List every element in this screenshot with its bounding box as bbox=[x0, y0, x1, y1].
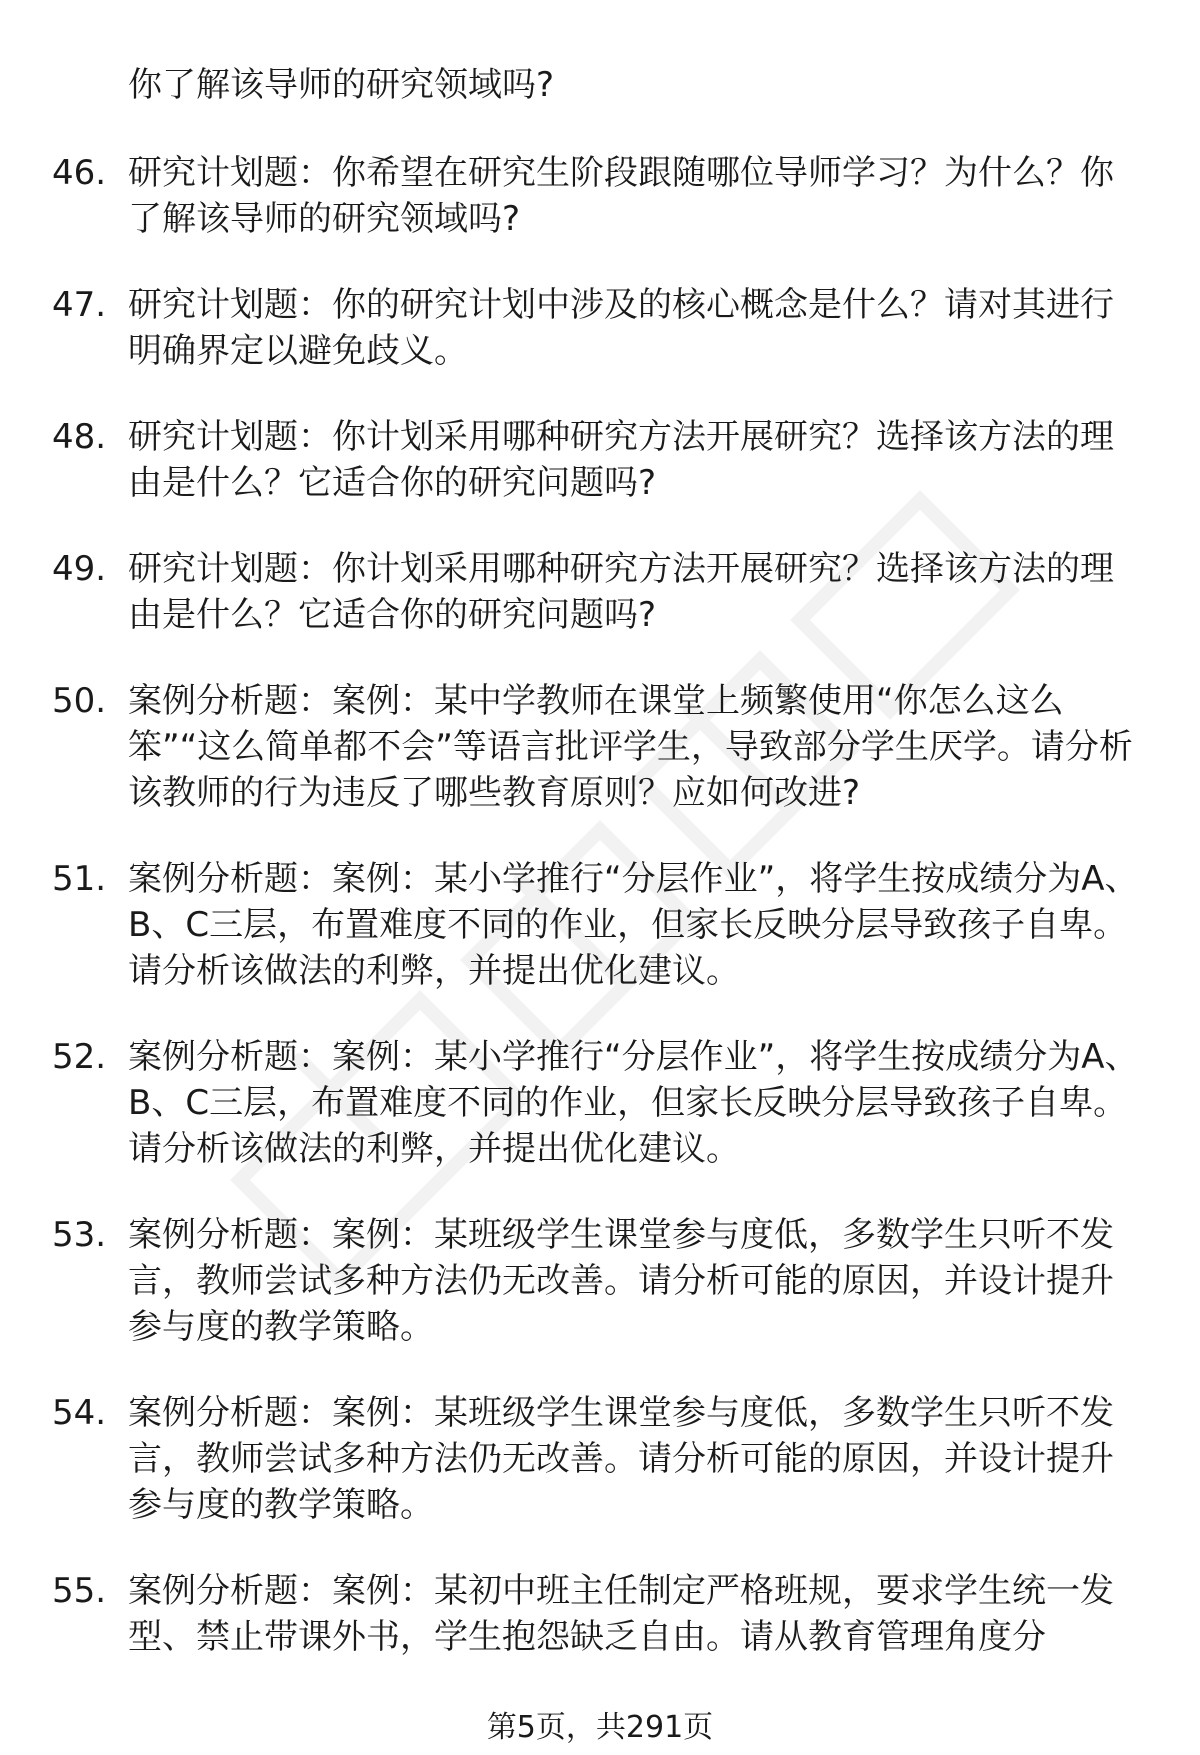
question-number: 52. bbox=[52, 1037, 107, 1077]
question-number: 47. bbox=[52, 285, 107, 325]
question-text: 研究计划题：你计划采用哪种研究方法开展研究？选择该方法的理由是什么？它适合你的研究问题吗? bbox=[128, 417, 1114, 503]
question-number: 51. bbox=[52, 859, 107, 899]
question-item-47 bbox=[52, 282, 1142, 374]
question-item-50 bbox=[52, 678, 1142, 816]
question-item-49 bbox=[52, 546, 1142, 638]
question-text: 案例分析题：案例：某小学推行“分层作业”，将学生按成绩分为A、B、C三层，布置难度不同的作业，但家长反映分层导致孩子自卑。请分析该做法的利弊，并提出优化建议。 bbox=[128, 1037, 1139, 1169]
question-number: 54. bbox=[52, 1393, 107, 1433]
question-number: 46. bbox=[52, 153, 107, 193]
question-item-48 bbox=[52, 414, 1142, 506]
page-footer: 第5页，共291页 bbox=[486, 1710, 714, 1745]
question-number: 53. bbox=[52, 1215, 107, 1255]
question-item-55 bbox=[52, 1568, 1142, 1660]
question-item-52 bbox=[52, 1034, 1142, 1172]
question-number: 49. bbox=[52, 549, 107, 589]
question-text: 案例分析题：案例：某小学推行“分层作业”，将学生按成绩分为A、B、C三层，布置难度不同的作业，但家长反映分层导致孩子自卑。请分析该做法的利弊，并提出优化建议。 bbox=[128, 859, 1139, 991]
continuation-text: 你了解该导师的研究领域吗? bbox=[128, 65, 555, 105]
question-number: 48. bbox=[52, 417, 107, 457]
question-item-46 bbox=[52, 150, 1142, 242]
question-item-54 bbox=[52, 1390, 1142, 1528]
question-text: 案例分析题：案例：某中学教师在课堂上频繁使用“你怎么这么笨”“这么简单都不会”等语言批评学生，导致部分学生厌学。请分析该教师的行为违反了哪些教育原则？应如何改进? bbox=[128, 681, 1133, 813]
question-item-53 bbox=[52, 1212, 1142, 1350]
question-text: 案例分析题：案例：某班级学生课堂参与度低，多数学生只听不发言，教师尝试多种方法仍无改善。请分析可能的原因，并设计提升参与度的教学策略。 bbox=[128, 1215, 1114, 1347]
question-text: 案例分析题：案例：某班级学生课堂参与度低，多数学生只听不发言，教师尝试多种方法仍无改善。请分析可能的原因，并设计提升参与度的教学策略。 bbox=[128, 1393, 1114, 1525]
question-text: 案例分析题：案例：某初中班主任制定严格班规，要求学生统一发型、禁止带课外书，学生抱怨缺乏自由。请从教育管理角度分 bbox=[128, 1571, 1114, 1657]
question-text: 研究计划题：你希望在研究生阶段跟随哪位导师学习？为什么？你了解该导师的研究领域吗? bbox=[128, 153, 1114, 239]
question-text: 研究计划题：你计划采用哪种研究方法开展研究？选择该方法的理由是什么？它适合你的研究问题吗? bbox=[128, 549, 1114, 635]
question-text: 研究计划题：你的研究计划中涉及的核心概念是什么？请对其进行明确界定以避免歧义。 bbox=[128, 285, 1114, 371]
question-item-51 bbox=[52, 856, 1142, 994]
question-list bbox=[52, 150, 1142, 1700]
question-number: 50. bbox=[52, 681, 107, 721]
question-number: 55. bbox=[52, 1571, 107, 1611]
